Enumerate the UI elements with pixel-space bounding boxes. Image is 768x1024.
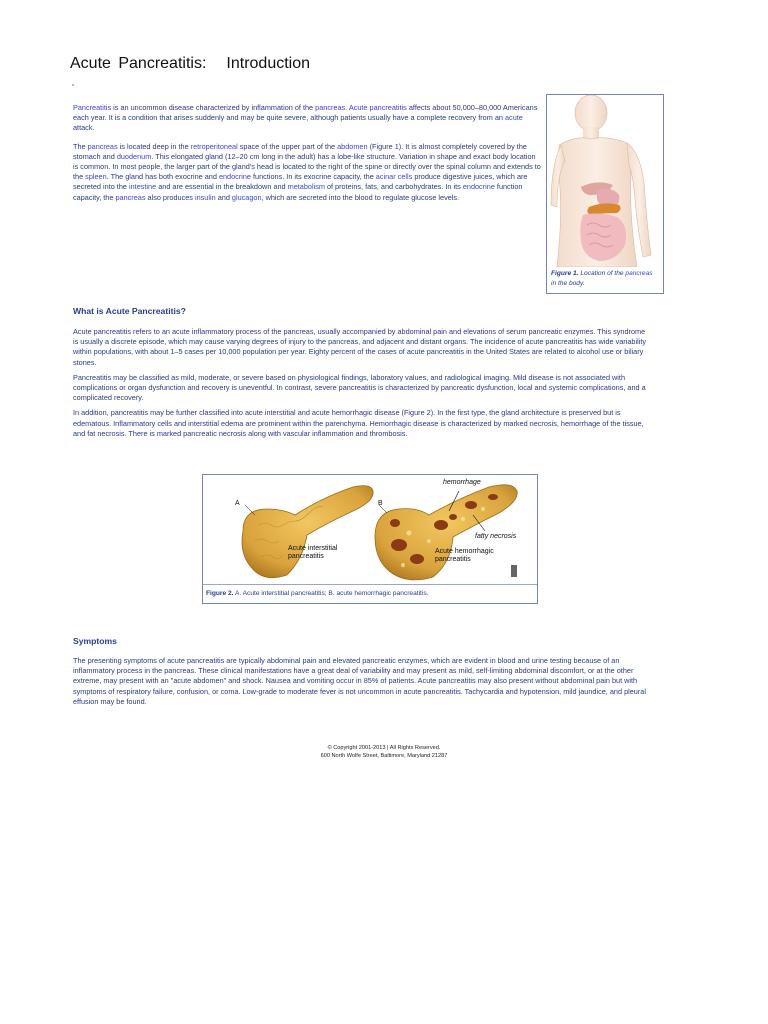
figure-2-caption-text: A. Acute interstitial pancreatitis; B. acute hemorrhagic pancreatitis. <box>233 590 429 597</box>
term-link[interactable]: intestine <box>128 182 157 192</box>
intro-paragraph-2 <box>73 142 541 203</box>
title-topic: Acute Pancreatitis: <box>70 55 207 72</box>
intro-section <box>73 103 541 203</box>
text-run: also produces <box>145 192 195 202</box>
term-link[interactable]: Acute pancreatitis <box>348 103 407 112</box>
figure-1-caption-tail: in the body. <box>551 280 585 287</box>
figure-2 <box>202 474 538 604</box>
figure-2-caption <box>206 590 428 597</box>
text-run: attack. <box>73 123 95 133</box>
hemorrhage-label: hemorrhage <box>443 479 481 486</box>
stray-mark <box>72 84 74 86</box>
term-link[interactable]: endocrine <box>218 172 251 182</box>
text-run: is located deep in the <box>117 141 191 151</box>
fatty-necrosis-label: fatty necrosis <box>475 533 517 540</box>
section-heading-what-is: What is Acute Pancreatitis? <box>73 306 186 316</box>
title-section: Introduction <box>226 55 311 72</box>
symptoms-paragraph: The presenting symptoms of acute pancreatitis are typically abdominal pain and elevated pancreatic enzymes, which are evident in blood and urine testing because of an inflammatory process in the pancreas. These clinical manifestations have a great deal of variability and may present as mild, self-limiting abdominal discomfort, or at the other extreme, may present with an "acute abdomen" and shock. Nausea and vomiting occur in 85% of patients. Acute pancreatitis may also present without abdominal pain but with symptoms of respiratory failure, confusion, or coma. Low-grade to moderate fever is not uncommon in acute pancreatitis. Tachycardia and hypotension, mild jaundice, and pleural effusion may be found. <box>73 656 646 706</box>
figure-2-divider <box>203 584 537 585</box>
text-run: space of the upper part of the <box>237 141 338 151</box>
text-run: produce digestive juices, which are secreted into the <box>73 172 528 192</box>
figure-2-label-b: B <box>378 500 383 507</box>
term-link[interactable]: abdomen <box>337 141 368 151</box>
term-link[interactable]: duodenum <box>116 151 152 161</box>
term-link[interactable]: pancreas <box>115 192 146 202</box>
text-run: and <box>215 192 232 202</box>
text-run: affects about 50,000–80,000 Americans each year. It is a condition that arises suddenly and may be quite severe, although patients usually have a complete recovery from an <box>73 103 538 123</box>
term-link[interactable]: retroperitoneal <box>190 141 238 151</box>
text-run: functions. In its exocrine capacity, the <box>251 172 376 182</box>
figure-1-caption-text: Location of the <box>578 270 626 277</box>
term-link[interactable]: pancreas <box>87 141 118 151</box>
text-run: . <box>345 103 349 112</box>
term-link[interactable]: glucagon <box>231 192 262 202</box>
figure-1-caption <box>551 269 659 289</box>
text-run: The <box>73 141 88 151</box>
term-link[interactable]: metabolism <box>287 182 325 192</box>
pancreas-link[interactable]: pancreas <box>625 270 653 277</box>
what-is-paragraph-3: In addition, pancreatitis may be further classified into acute interstitial and acute hemorrhagic disease (Figure 2). In the first type, the gland architecture is preserved but is edematous. Inflammatory cells and interstitial edema are prominent within the parenchyma. Hemorrhagic disease is characterized by marked necrosis, hemorrhage of the tissue, and fat necrosis. There is marked pancreatic necrosis along with vascular inflammation and thrombosis. <box>73 408 644 438</box>
text-run: , which are secreted into the blood to regulate glucose levels. <box>261 192 460 202</box>
text-run: and are essential in the breakdown and <box>156 182 288 192</box>
figure-1 <box>546 94 664 294</box>
term-link[interactable]: endocrine <box>462 182 495 192</box>
what-is-section <box>73 327 649 439</box>
term-link[interactable]: insulin <box>194 192 216 202</box>
figure-2-caption-label: Figure 2. <box>206 590 234 597</box>
figure-2-label-a: A <box>235 500 240 507</box>
term-link[interactable]: pancreas <box>315 103 346 112</box>
text-run: . This elongated gland (12–20 cm long in the adult) has a lobe-like structure. Variation in shape and exact body location is common. In most people, the larger part of the gland's head is located to the right of the spine or directly over the spinal column and extends to the <box>73 151 541 182</box>
term-link[interactable]: acute <box>504 113 523 123</box>
figure-1-label: Figure 1. <box>551 270 579 277</box>
what-is-paragraph-2: Pancreatitis may be classified as mild, moderate, or severe based on physiological findings, laboratory values, and radiological imaging. Mild disease is not associated with complications or organ dysfunction and recovery is uneventful. In contrast, severe pancreatitis is characterized by pancreatic dysfunction, local and systemic complications, and a complicated recovery. <box>73 372 646 403</box>
page-title <box>70 55 310 73</box>
text-run: (Figure 1). It is almost completely covered by the stomach and <box>73 141 527 161</box>
address-text: 600 North Wolfe Street, Baltimore, Maryland 21287 <box>320 752 448 759</box>
hemorrhagic-label: Acute hemorrhagic pancreatitis <box>435 548 494 563</box>
text-run: . The gland has both exocrine and <box>106 172 219 182</box>
copyright-text: © Copyright 2001-2013 | All Rights Reserved. <box>327 745 441 751</box>
text-run: of proteins, fats, and carbohydrates. In its <box>324 182 463 192</box>
symptoms-section <box>73 656 651 707</box>
intro-paragraph-1 <box>73 103 541 134</box>
text-run: function capacity, the <box>73 182 523 202</box>
pancreatitis-illustration <box>203 475 537 583</box>
term-link[interactable]: acinar cells <box>375 172 413 182</box>
footer <box>0 745 768 760</box>
section-heading-symptoms: Symptoms <box>73 636 117 646</box>
body-anatomy-illustration <box>547 95 663 267</box>
term-link[interactable]: spleen <box>85 172 107 182</box>
interstitial-label: Acute interstitial pancreatitis <box>288 545 338 560</box>
jh-logo-mark <box>511 565 517 577</box>
term-link[interactable]: Pancreatitis <box>73 103 112 112</box>
what-is-paragraph-1: Acute pancreatitis refers to an acute inflammatory process of the pancreas, usually accompanied by abdominal pain and elevations of serum pancreatic enzymes. This syndrome is usually a discrete episode, which may cause varying degrees of injury to the pancreas, and adjacent and distant organs. The incidence of acute pancreatitis has wide variability within populations, with about 1–5 cases per 10,000 population per year. Eighty percent of the cases of acute pancreatitis in the United States are related to alcohol use or biliary stones. <box>73 327 646 367</box>
text-run: is an uncommon disease characterized by inflammation of the <box>111 103 316 112</box>
